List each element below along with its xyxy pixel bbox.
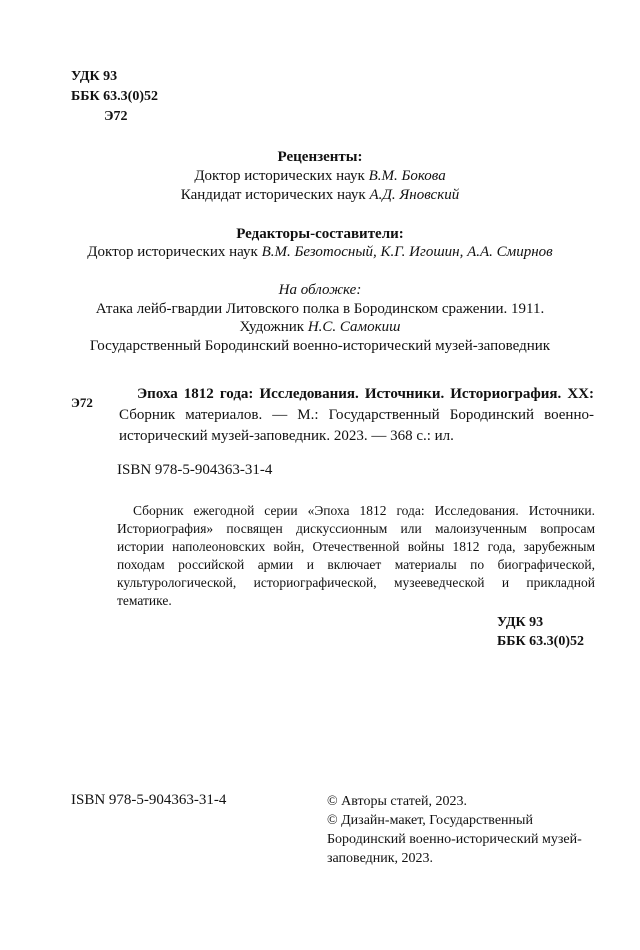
editors-title: Редакторы-составители: [236,226,404,242]
bottom-isbn: ISBN 978-5-904363-31-4 [71,792,227,808]
abstract: Сборник ежегодной серии «Эпоха 1812 года: Исследования. Источники. Историография» посвящен дискуссионным или малоизученным вопросам истории наполеоновских войн, Отечественной войны 1812 года, зарубежным походам российской армии и включает материалы по биографической, культурологической, историографической, музееведческой и прикладной тематике. [117,503,595,608]
reviewer-1-name: В.М. Бокова [368,168,446,184]
reviewer-2-name: А.Д. Яновский [369,187,460,203]
cover-title: На обложке: [278,282,362,298]
cover-museum: Государственный Бородинский военно-исторический музей-заповедник [89,338,551,354]
catalog-isbn: ISBN 978-5-904363-31-4 [117,462,273,478]
copyright-design-1: © Дизайн-макет, Государственный [327,813,533,828]
bbk-code: ББК 63.3(0)52 [71,89,158,104]
copyright-design-2: Бородинский военно-исторический музей- [327,832,582,847]
cover-painting: Атака лейб-гвардии Литовского полка в Бородинском сражении. 1911. [95,301,545,317]
footer-bbk-code: ББК 63.3(0)52 [497,634,584,649]
editors-line [0,244,640,261]
reviewer-line-1 [0,168,640,185]
reviewer-2-degree: Кандидат исторических наук [180,187,370,203]
copyright-design-3: заповедник, 2023. [327,851,434,866]
catalog-title: Эпоха 1812 года: Исследования. Источники. Историография. XX: [137,386,594,402]
author-mark: Э72 [104,109,128,124]
copyright-block [327,792,582,868]
catalog-description [119,384,594,447]
reviewers-title: Рецензенты: [277,149,363,165]
copyright-authors: © Авторы статей, 2023. [327,794,468,809]
reviewer-line-2 [0,187,640,204]
catalog-details: Сборник материалов. — М.: Государственный Бородинский военно-исторический музей-заповедник. 2023. — 368 с.: ил. [119,407,594,444]
editors-names: В.М. Безотосный, К.Г. Игошин, А.А. Смирнов [261,244,553,260]
udk-code: УДК 93 [71,69,118,84]
footer-udk-code: УДК 93 [497,615,544,630]
catalog-author-mark: Э72 [71,395,93,410]
cover-artist-label: Художник [239,319,308,335]
cover-artist-line [0,319,640,336]
editors-degree: Доктор исторических наук [87,244,262,260]
cover-artist-name: Н.С. Самокиш [307,319,401,335]
reviewer-1-degree: Доктор исторических наук [194,168,369,184]
